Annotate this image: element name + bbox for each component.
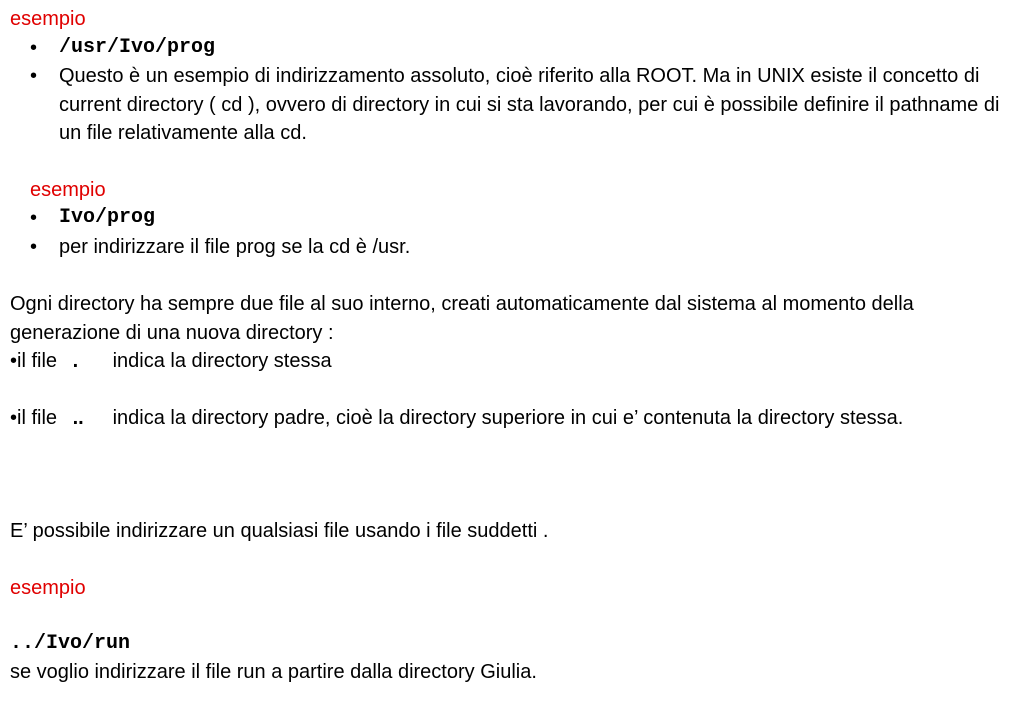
- bullet-item-path-relative: [30, 204, 1011, 233]
- parent-relative-description: se voglio indirizzare il file run a partire dalla directory Giulia.: [10, 661, 537, 683]
- directory-intro: Ogni directory ha sempre due file al suo interno, creati automaticamente dal sistema al momento della generazione di una nuova directory :: [10, 293, 914, 344]
- dot-file-item: [10, 347, 1011, 376]
- bullet-item-path-absolute: [30, 34, 1011, 63]
- dotdot-file-item: [10, 404, 1011, 433]
- dotdot-file-name: ..: [72, 407, 84, 429]
- dotdot-file-text: indica la directory padre, cioè la directory superiore in cui e’ contenuta la directory stessa.: [112, 407, 904, 429]
- bullet-glyph: •: [30, 65, 38, 87]
- dot-file-text: indica la directory stessa: [112, 350, 332, 372]
- example-heading-2: esempio: [30, 179, 106, 201]
- bullet-glyph: •: [30, 236, 38, 258]
- example-heading-3: esempio: [10, 577, 86, 599]
- bullet-item-relative-description: [30, 233, 1011, 262]
- bullet-glyph: •: [30, 37, 38, 59]
- bullet-item-absolute-description: [30, 62, 1011, 148]
- example-heading-1: esempio: [10, 8, 86, 30]
- suddetti-statement: E’ possibile indirizzare un qualsiasi file usando i file suddetti .: [10, 520, 549, 542]
- dot-file-prefix: •il file: [10, 350, 58, 372]
- dotdot-file-prefix: •il file: [10, 407, 58, 429]
- bullet-glyph: •: [30, 207, 38, 229]
- parent-relative-path: ../Ivo/run: [10, 632, 131, 655]
- dot-file-name: .: [72, 350, 79, 372]
- relative-path: Ivo/prog: [59, 206, 156, 229]
- absolute-description: Questo è un esempio di indirizzamento assoluto, cioè riferito alla ROOT. Ma in UNIX esiste il concetto di current directory ( cd ), ovvero di directory in cui si sta lavorando, per cui è possibile definire il pathname di un file relativamente alla cd.: [59, 65, 1000, 145]
- absolute-path: /usr/Ivo/prog: [59, 36, 216, 59]
- relative-description: per indirizzare il file prog se la cd è /usr.: [59, 236, 411, 258]
